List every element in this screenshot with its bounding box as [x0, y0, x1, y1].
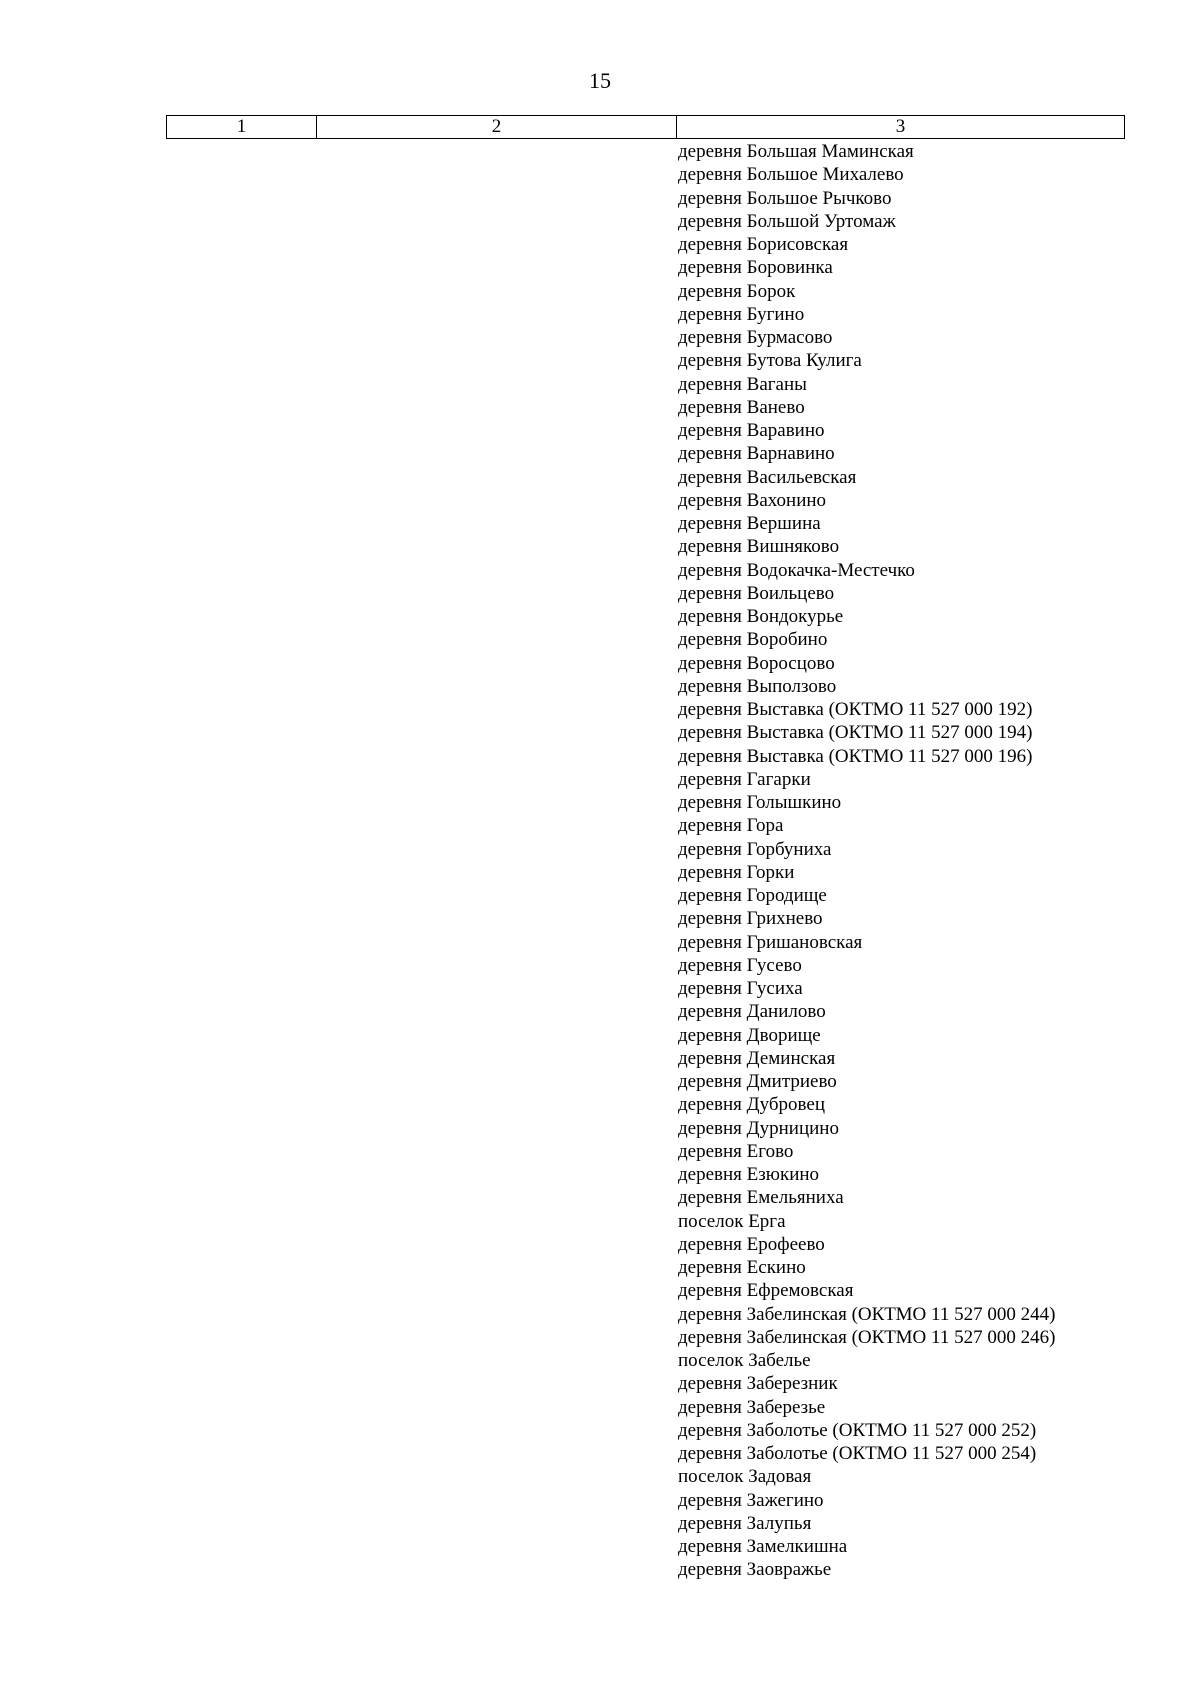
settlement-entry: деревня Большая Маминская [678, 141, 914, 162]
settlement-entry: деревня Дурницино [678, 1117, 839, 1139]
settlement-entry: деревня Выставка (ОКТМО 11 527 000 192) [678, 699, 1033, 720]
settlement-entry: деревня Большое Рычково [678, 187, 892, 209]
settlement-entry: деревня Заовражье [678, 1559, 832, 1581]
settlement-entry: деревня Выставка (ОКТМО 11 527 000 196) [678, 745, 1033, 767]
column-header-2: 2 [317, 116, 677, 139]
settlement-entry: деревня Дубровец [678, 1094, 825, 1116]
settlement-entry: деревня Воильцево [678, 582, 835, 604]
settlement-entry: деревня Ерофеево [678, 1233, 825, 1255]
page-number: 15 [589, 68, 611, 93]
settlement-entry: деревня Бутова Кулига [678, 350, 862, 372]
settlement-entry: деревня Гусиха [678, 978, 803, 999]
settlement-entry: деревня Большое Михалево [678, 164, 904, 186]
settlement-entry: деревня Борок [678, 280, 796, 302]
settlement-entry: деревня Горбуниха [678, 838, 832, 860]
settlement-entry: деревня Васильевская [678, 466, 857, 488]
settlement-entry: деревня Ваганы [678, 373, 807, 395]
settlement-entry: деревня Егово [678, 1140, 794, 1162]
settlement-entry: деревня Зажегино [678, 1489, 824, 1511]
settlement-entry: деревня Ефремовская [678, 1280, 854, 1302]
settlement-entry: деревня Забелинская (ОКТМО 11 527 000 246) [678, 1326, 1056, 1348]
settlement-entry: поселок Задовая [678, 1466, 812, 1488]
settlement-entry: деревня Деминская [678, 1047, 836, 1069]
settlement-entry: поселок Забелье [678, 1350, 811, 1371]
settlement-entry: деревня Боровинка [678, 257, 833, 279]
settlement-entry: деревня Гусево [678, 954, 802, 976]
settlement-entry: деревня Варнавино [678, 443, 835, 465]
settlement-list [678, 140, 1055, 1582]
settlement-entry: деревня Езюкино [678, 1164, 820, 1185]
settlement-entry: деревня Гагарки [678, 768, 811, 790]
settlement-entry: деревня Варавино [678, 420, 825, 441]
settlement-entry: деревня Гришановская [678, 931, 863, 953]
settlement-entry: деревня Дворище [678, 1024, 821, 1046]
settlement-entry: деревня Горки [678, 861, 795, 883]
settlement-entry: деревня Воробино [678, 629, 828, 651]
settlement-entry: деревня Забелинская (ОКТМО 11 527 000 244) [678, 1303, 1056, 1325]
settlement-entry: деревня Заболотье (ОКТМО 11 527 000 254) [678, 1443, 1037, 1464]
settlement-entry: деревня Ескино [678, 1257, 806, 1278]
settlement-entry: деревня Данилово [678, 1001, 826, 1023]
column-header-table [166, 115, 1125, 139]
column-header-row [167, 116, 1125, 139]
settlement-entry: деревня Вершина [678, 513, 821, 534]
settlement-entry: деревня Вахонино [678, 489, 827, 511]
settlement-entry: деревня Воросцово [678, 652, 835, 674]
column-header-3: 3 [677, 116, 1125, 139]
settlement-entry: деревня Голышкино [678, 792, 842, 813]
settlement-entry: деревня Вондокурье [678, 606, 844, 627]
settlement-entry: деревня Выставка (ОКТМО 11 527 000 194) [678, 722, 1033, 744]
settlement-entry: деревня Выползово [678, 675, 837, 697]
settlement-entry: деревня Залупья [678, 1512, 812, 1534]
settlement-entry: деревня Водокачка-Местечко [678, 559, 915, 581]
settlement-entry: деревня Дмитриево [678, 1071, 837, 1092]
settlement-entry: деревня Городище [678, 885, 827, 906]
settlement-entry: деревня Заберезье [678, 1396, 826, 1418]
settlement-entry: деревня Заберезник [678, 1373, 838, 1395]
settlement-entry: деревня Ванево [678, 396, 805, 418]
settlement-entry: деревня Большой Уртомаж [678, 210, 896, 232]
settlement-entry: деревня Бурмасово [678, 327, 833, 348]
settlement-entry: деревня Борисовская [678, 234, 849, 255]
settlement-entry: деревня Емельяниха [678, 1187, 844, 1209]
settlement-entry: поселок Ерга [678, 1210, 786, 1232]
settlement-entry: деревня Заболотье (ОКТМО 11 527 000 252) [678, 1419, 1037, 1441]
settlement-entry: деревня Гора [678, 815, 784, 837]
column-header-1: 1 [167, 116, 317, 139]
settlement-entry: деревня Грихнево [678, 908, 823, 930]
settlement-entry: деревня Замелкишна [678, 1536, 848, 1557]
settlement-entry: деревня Вишняково [678, 536, 840, 558]
settlement-entry: деревня Бугино [678, 303, 805, 325]
